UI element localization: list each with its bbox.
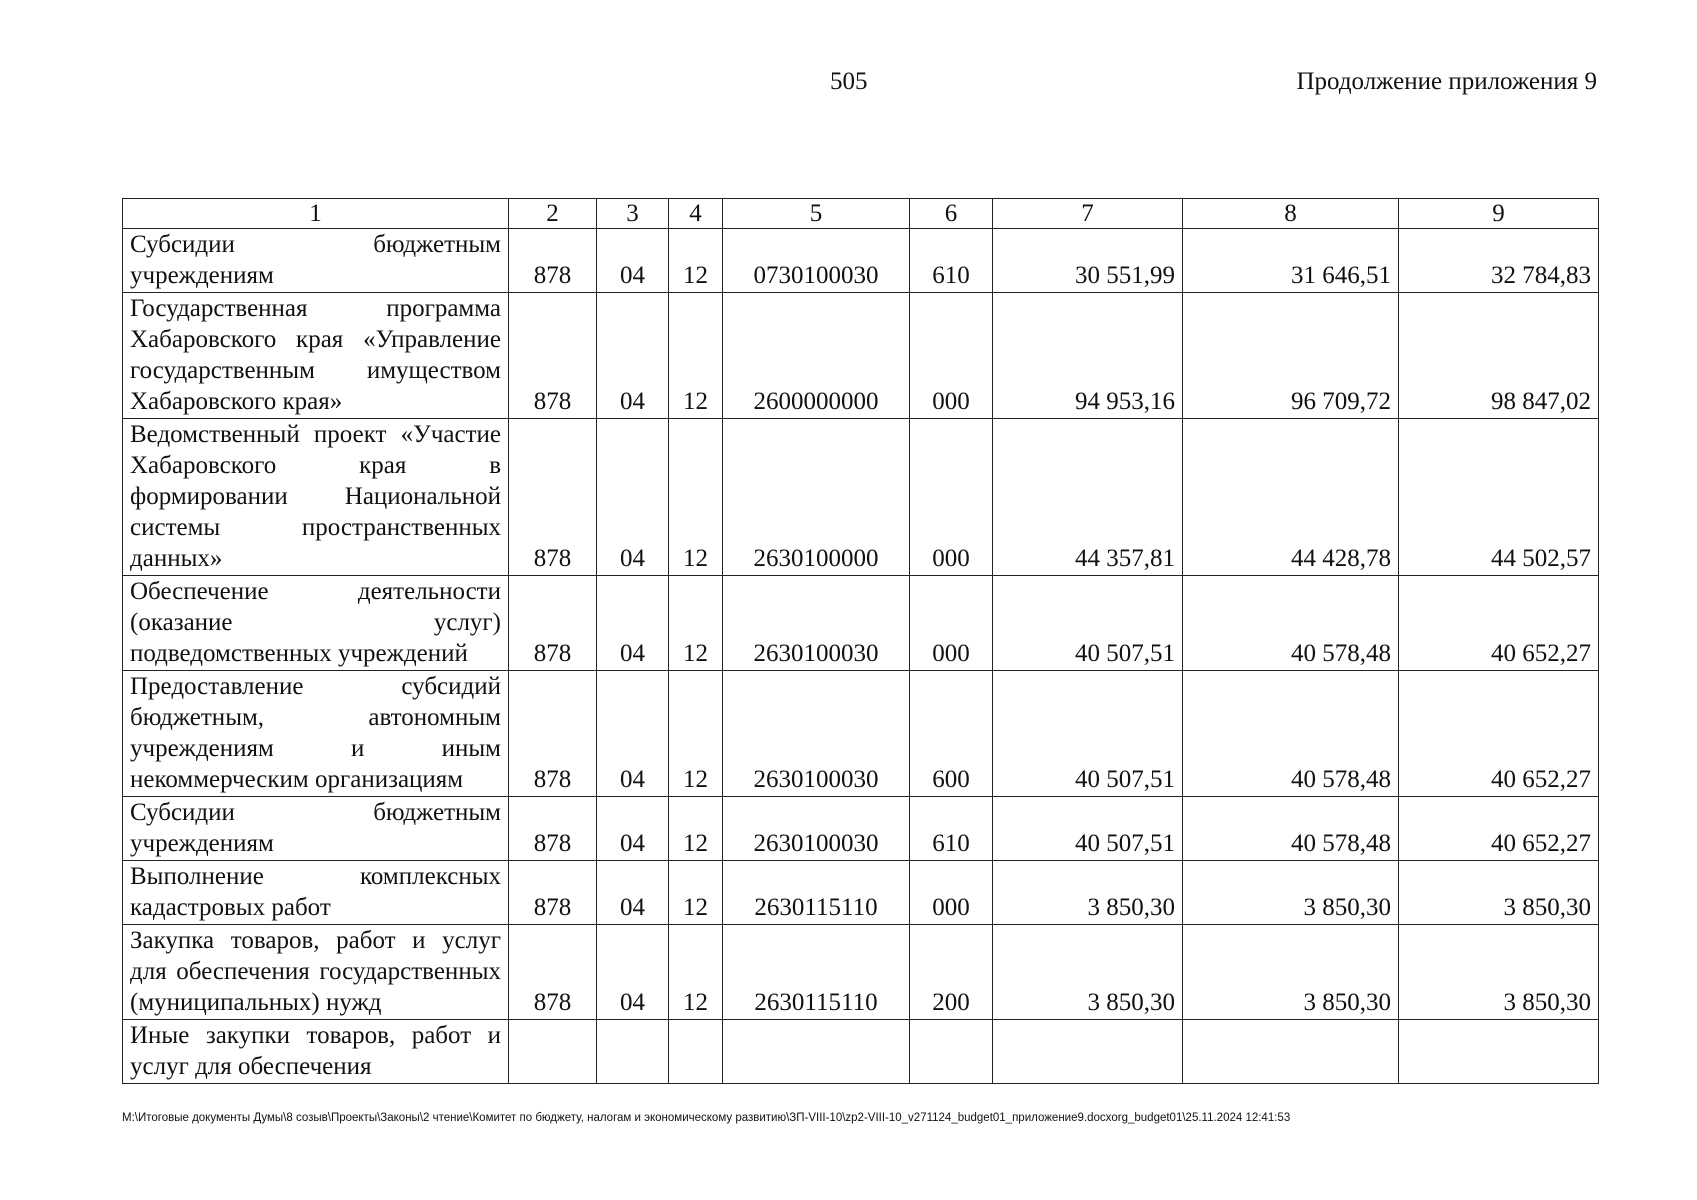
section-code: 04: [597, 797, 669, 861]
section-code: 04: [597, 671, 669, 797]
amount-col7: 94 953,16: [993, 293, 1183, 419]
row-name: Государственная программа Хабаровского края «Управление государственным имуществом Хабаровского края»: [123, 293, 509, 419]
amount-col8: 40 578,48: [1183, 576, 1399, 671]
subsection-code: 12: [669, 293, 723, 419]
expense-type-code: 000: [910, 576, 993, 671]
amount-col7: 3 850,30: [993, 861, 1183, 925]
ministry-code: 878: [509, 925, 597, 1020]
amount-col7: 40 507,51: [993, 576, 1183, 671]
column-header: 9: [1399, 199, 1599, 229]
amount-col8: 3 850,30: [1183, 861, 1399, 925]
row-name: Ведомственный проект «Участие Хабаровского края в формировании Национальной системы пространственных данных»: [123, 419, 509, 576]
column-header: 3: [597, 199, 669, 229]
ministry-code: 878: [509, 671, 597, 797]
section-code: 04: [597, 419, 669, 576]
column-header: 1: [123, 199, 509, 229]
expense-type-code: 000: [910, 861, 993, 925]
amount-col8: 40 578,48: [1183, 671, 1399, 797]
expense-type-code: 610: [910, 229, 993, 293]
ministry-code: 878: [509, 797, 597, 861]
column-header-row: [123, 199, 1599, 229]
row-name: Закупка товаров, работ и услуг для обеспечения государственных (муниципальных) нужд: [123, 925, 509, 1020]
table-row: [123, 1020, 1599, 1084]
expense-type-code: 610: [910, 797, 993, 861]
page-number: 505: [830, 68, 868, 95]
amount-col9: 3 850,30: [1399, 861, 1599, 925]
table-row: [123, 797, 1599, 861]
ministry-code: 878: [509, 229, 597, 293]
expense-type-code: 000: [910, 419, 993, 576]
target-article-code: 2600000000: [723, 293, 910, 419]
target-article-code: 2630100030: [723, 576, 910, 671]
expense-type-code: 200: [910, 925, 993, 1020]
subsection-code: [669, 1020, 723, 1084]
table-row: [123, 229, 1599, 293]
amount-col8: 44 428,78: [1183, 419, 1399, 576]
amount-col7: 40 507,51: [993, 797, 1183, 861]
subsection-code: 12: [669, 419, 723, 576]
subsection-code: 12: [669, 671, 723, 797]
amount-col8: [1183, 1020, 1399, 1084]
table-row: [123, 861, 1599, 925]
column-header: 6: [910, 199, 993, 229]
appendix-continuation-label: Продолжение приложения 9: [1296, 68, 1597, 95]
amount-col8: 3 850,30: [1183, 925, 1399, 1020]
section-code: 04: [597, 293, 669, 419]
table-row: [123, 293, 1599, 419]
expense-type-code: 600: [910, 671, 993, 797]
amount-col8: 40 578,48: [1183, 797, 1399, 861]
column-header: 4: [669, 199, 723, 229]
subsection-code: 12: [669, 576, 723, 671]
amount-col7: 3 850,30: [993, 925, 1183, 1020]
target-article-code: [723, 1020, 910, 1084]
amount-col9: [1399, 1020, 1599, 1084]
amount-col7: [993, 1020, 1183, 1084]
column-header: 5: [723, 199, 910, 229]
amount-col9: 40 652,27: [1399, 797, 1599, 861]
amount-col9: 44 502,57: [1399, 419, 1599, 576]
target-article-code: 0730100030: [723, 229, 910, 293]
table-row: [123, 419, 1599, 576]
amount-col7: 30 551,99: [993, 229, 1183, 293]
target-article-code: 2630115110: [723, 861, 910, 925]
row-name: Субсидии бюджетным учреждениям: [123, 797, 509, 861]
target-article-code: 2630100030: [723, 797, 910, 861]
amount-col8: 31 646,51: [1183, 229, 1399, 293]
file-path-footer: M:\Итоговые документы Думы\8 созыв\Проекты\Законы\2 чтение\Комитет по бюджету, налогам и экономическому развитию\ЗП-VIII-10\zp2-VIII-10_v271124_budget01_приложение9.docxorg_budget01\25.11.2024 12:41:53: [122, 1112, 1291, 1124]
amount-col9: 40 652,27: [1399, 576, 1599, 671]
section-code: [597, 1020, 669, 1084]
ministry-code: 878: [509, 293, 597, 419]
amount-col9: 3 850,30: [1399, 925, 1599, 1020]
amount-col7: 44 357,81: [993, 419, 1183, 576]
amount-col9: 40 652,27: [1399, 671, 1599, 797]
amount-col9: 98 847,02: [1399, 293, 1599, 419]
target-article-code: 2630100030: [723, 671, 910, 797]
subsection-code: 12: [669, 797, 723, 861]
target-article-code: 2630100000: [723, 419, 910, 576]
target-article-code: 2630115110: [723, 925, 910, 1020]
expense-type-code: [910, 1020, 993, 1084]
section-code: 04: [597, 925, 669, 1020]
subsection-code: 12: [669, 229, 723, 293]
subsection-code: 12: [669, 861, 723, 925]
amount-col9: 32 784,83: [1399, 229, 1599, 293]
column-header: 8: [1183, 199, 1399, 229]
expense-type-code: 000: [910, 293, 993, 419]
ministry-code: 878: [509, 419, 597, 576]
ministry-code: 878: [509, 576, 597, 671]
table-row: [123, 576, 1599, 671]
amount-col7: 40 507,51: [993, 671, 1183, 797]
subsection-code: 12: [669, 925, 723, 1020]
ministry-code: [509, 1020, 597, 1084]
row-name: Предоставление субсидий бюджетным, автономным учреждениям и иным некоммерческим организациям: [123, 671, 509, 797]
row-name: Обеспечение деятельности (оказание услуг) подведомственных учреждений: [123, 576, 509, 671]
row-name: Выполнение комплексных кадастровых работ: [123, 861, 509, 925]
row-name: Субсидии бюджетным учреждениям: [123, 229, 509, 293]
ministry-code: 878: [509, 861, 597, 925]
column-header: 7: [993, 199, 1183, 229]
section-code: 04: [597, 229, 669, 293]
section-code: 04: [597, 576, 669, 671]
column-header: 2: [509, 199, 597, 229]
table-row: [123, 925, 1599, 1020]
row-name: Иные закупки товаров, работ и услуг для обеспечения: [123, 1020, 509, 1084]
amount-col8: 96 709,72: [1183, 293, 1399, 419]
budget-table: [122, 198, 1599, 1084]
table-row: [123, 671, 1599, 797]
section-code: 04: [597, 861, 669, 925]
